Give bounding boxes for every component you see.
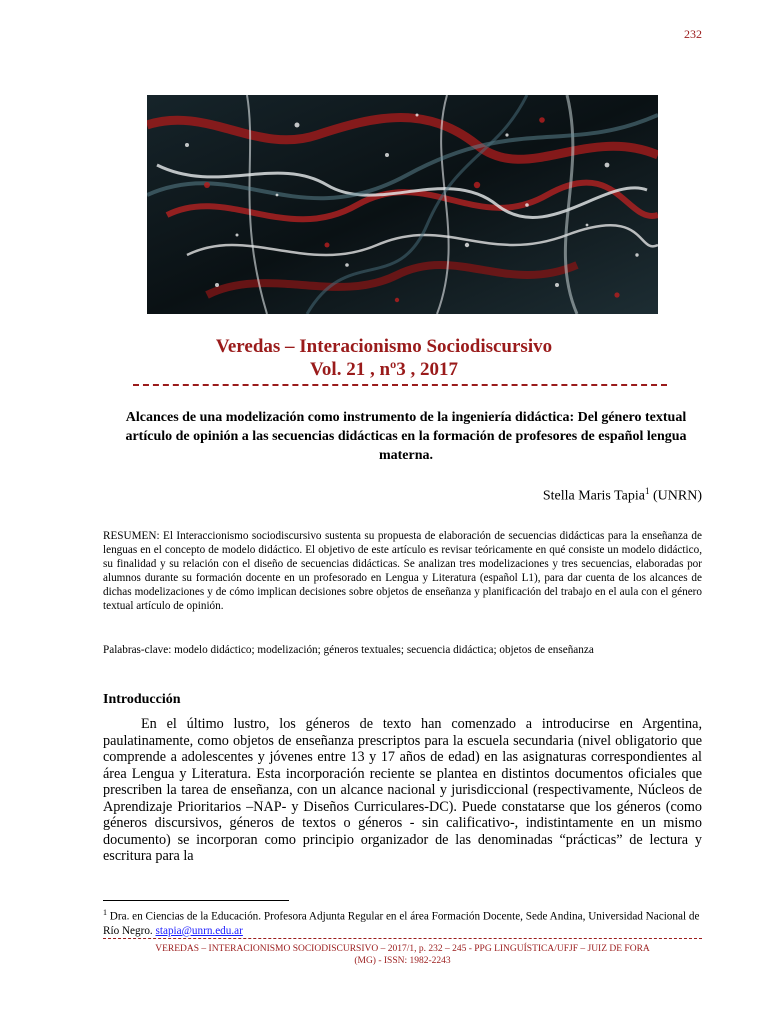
- footnote-divider: [103, 900, 289, 901]
- author-line: [543, 486, 702, 505]
- journal-divider: [133, 384, 667, 386]
- abstract: RESUMEN: El Interaccionismo sociodiscursivo sustenta su propuesta de elaboración de secuencias didácticas para la enseñanza de lenguas en el concepto de modelo didáctico. El objetivo de este artículo es revisar teóricamente en qué consiste un modelo didáctico, su finalidad y su relación con el diseño de secuencias didácticas. Se analizan tres modelizaciones y tres secuencias, elaboradas por alumnos durante su formación docente en un profesorado en Lengua y Literatura (español L1), para dar cuenta de los alcances de dichas modelizaciones y de cómo implican decisiones sobre objetos de enseñanza y planificación del trabajo en el aula con el género textual artículo de opinión.: [103, 530, 702, 612]
- footer-line-1: VEREDAS – INTERACIONISMO SOCIODISCURSIVO – 2017/1, p. 232 – 245 - PPG LINGUÍSTICA/UFJF – JUIZ DE FORA: [155, 944, 650, 954]
- footnote-text: Dra. en Ciencias de la Educación. Profesora Adjunta Regular en el área Formación Docente, Sede Andina, Universidad Nacional de Río Negro.: [103, 910, 700, 937]
- footer-line-2: (MG) - ISSN: 1982-2243: [354, 956, 451, 966]
- author-affiliation: (UNRN): [649, 488, 702, 504]
- section-heading-introduction: Introducción: [103, 692, 181, 707]
- footer-divider: [103, 938, 702, 939]
- body-paragraph: En el último lustro, los géneros de texto han comenzado a introducirse en Argentina, paulatinamente, como objetos de enseñanza prescriptos para la escuela secundaria (nivel obligatorio que comprende a adolescentes y jóvenes entre 13 y 17 años de edad) en las asignaturas correspondientes al área Lengua y Literatura. Esta incorporación reciente se plantea en distintos documentos oficiales que prescriben la tarea de enseñanza, con un alcance nacional y jurisdiccional (respectivamente, Núcleos de Aprendizaje Prioritarios –NAP- y Diseños Curriculares-DC). Puede constatarse que los géneros (como géneros discursivos, géneros de textos o géneros - sin calificativo-, indistintamente en un mismo documento) se incorporan como principio organizador de las denominadas “prácticas” de lectura y escritura para la: [103, 716, 702, 864]
- article-title: Alcances de una modelización como instrumento de la ingeniería didáctica: Del género textual artículo de opinión a las secuencias didácticas en la formación de profesores de español lengua materna.: [125, 410, 687, 463]
- cover-painting: [147, 95, 658, 314]
- page-number: 232: [684, 27, 702, 41]
- journal-volume: Vol. 21 , nº3 , 2017: [309, 359, 459, 380]
- footnote-email-link[interactable]: stapia@unrn.edu.ar: [155, 924, 243, 937]
- page-footer: [103, 943, 702, 967]
- footnote-mark: 1: [103, 908, 107, 917]
- footnote: [103, 906, 702, 938]
- author-footnote-mark[interactable]: 1: [645, 486, 650, 496]
- author-name: Stella Maris Tapia: [542, 488, 645, 504]
- keywords: Palabras-clave: modelo didáctico; modelización; géneros textuales; secuencia didáctica; objetos de enseñanza: [103, 644, 594, 656]
- journal-title: Veredas – Interacionismo Sociodiscursivo: [215, 336, 553, 357]
